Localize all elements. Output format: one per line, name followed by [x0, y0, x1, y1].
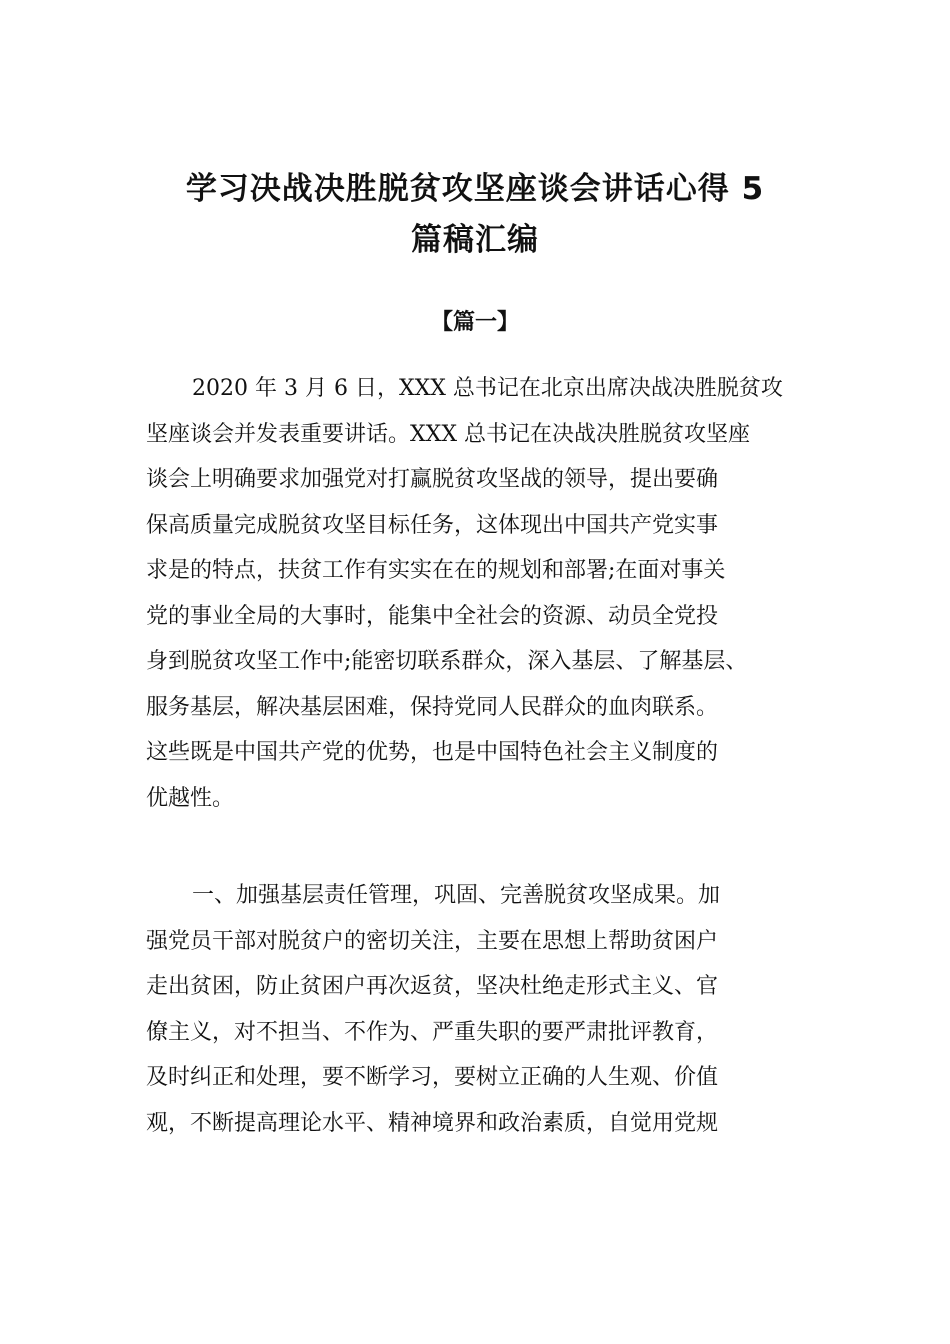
title-line: 学习决战决胜脱贫攻坚座谈会讲话心得 5: [185, 171, 765, 207]
paragraph-line: 僚主义，对不担当、不作为、严重失职的要严肃批评教育，: [146, 1019, 719, 1045]
paragraph-line: 及时纠正和处理，要不断学习，要树立正确的人生观、价值: [146, 1065, 719, 1090]
paragraph-line: 坚座谈会并发表重要讲话。XXX 总书记在决战决胜脱贫攻坚座: [146, 421, 750, 447]
paragraph-line: 一、加强基层责任管理，巩固、完善脱贫攻坚成果。加: [192, 883, 721, 908]
paragraph-line: 保高质量完成脱贫攻坚目标任务，这体现出中国共产党实事: [146, 512, 719, 538]
body-paragraph: [146, 873, 826, 1146]
paragraph-line: 2020 年 3 月 6 日，XXX 总书记在北京出席决战决胜脱贫攻: [192, 376, 783, 401]
paragraph-line: 求是的特点，扶贫工作有实实在在的规划和部署;在面对事关: [146, 558, 726, 583]
paragraph-line: 服务基层，解决基层困难，保持党同人民群众的血肉联系。: [146, 694, 719, 720]
paragraph-line: 这些既是中国共产党的优势，也是中国特色社会主义制度的: [146, 740, 719, 765]
body-paragraph: [146, 366, 826, 821]
paragraph-line: 优越性。: [146, 785, 235, 811]
title-line: 篇稿汇编: [411, 222, 539, 258]
paragraph-line: 观，不断提高理论水平、精神境界和政治素质，自觉用党规: [146, 1110, 719, 1136]
paragraph-line: 走出贫困，防止贫困户再次返贫，坚决杜绝走形式主义、官: [146, 974, 719, 999]
paragraph-line: 谈会上明确要求加强党对打赢脱贫攻坚战的领导，提出要确: [146, 467, 719, 492]
section-heading: 【篇一】: [430, 310, 519, 335]
paragraph-line: 身到脱贫攻坚工作中;能密切联系群众，深入基层、了解基层、: [146, 649, 748, 674]
paragraph-line: 强党员干部对脱贫户的密切关注，主要在思想上帮助贫困户: [146, 928, 719, 954]
document-title: [140, 164, 810, 266]
paragraph-line: 党的事业全局的大事时，能集中全社会的资源、动员全党投: [146, 603, 719, 629]
